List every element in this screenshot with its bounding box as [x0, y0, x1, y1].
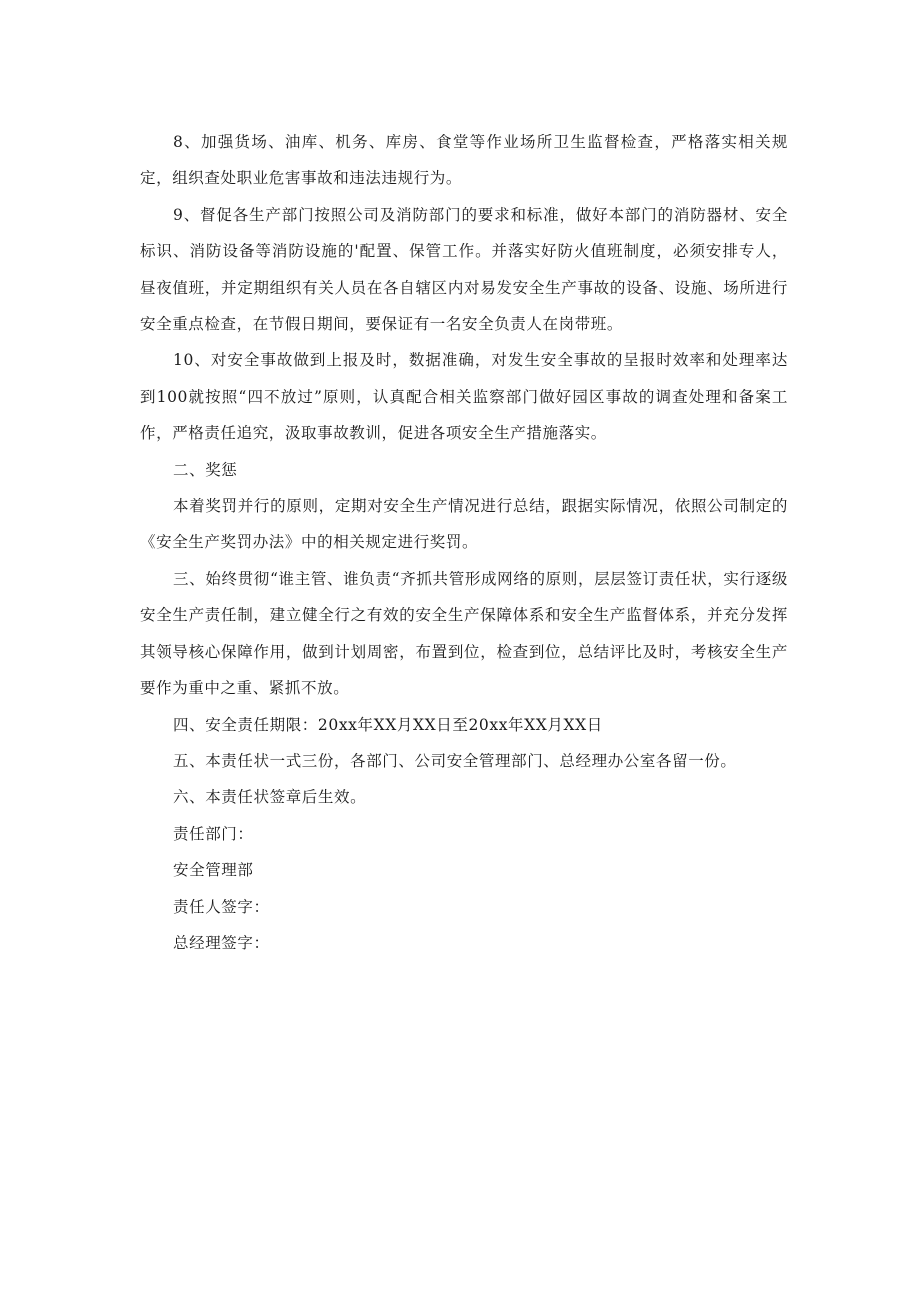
effective-clause: 六、本责任状签章后生效。: [173, 788, 367, 807]
section-3-paragraph: 三、始终贯彻“谁主管、谁负责“齐抓共管形成网络的原则，层层签订责任状，实行逐级安全生产责任制，建立健全行之有效的安全生产保障体系和安全生产监督体系，并充分发挥其领导核心保障作用，做到计划周密，布置到位，检查到位，总结评比及时，考核安全生产要作为重中之重、紧抓不放。: [140, 569, 788, 698]
rewards-paragraph: 本着奖罚并行的原则，定期对安全生产情况进行总结，跟据实际情况，依照公司制定的《安全生产奖罚办法》中的相关规定进行奖罚。: [140, 497, 788, 552]
safety-management-department: 安全管理部: [173, 861, 254, 880]
responsible-person-signature: 责任人签字：: [173, 897, 270, 916]
clause-10: 10、对安全事故做到上报及时，数据准确，对发生安全事故的呈报时效率和处理率达到100就按照“四不放过”原则，认真配合相关监察部门做好园区事故的调查处理和备案工作，严格责任追究，汲取事故教训，促进各项安全生产措施落实。: [140, 351, 788, 443]
clause-9: 9、督促各生产部门按照公司及消防部门的要求和标准，做好本部门的消防器材、安全标识、消防设备等消防设施的'配置、保管工作。并落实好防火值班制度，必须安排专人，昼夜值班，并定期组织有关人员在各自辖区内对易发安全生产事故的设备、设施、场所进行安全重点检查，在节假日期间，要保证有一名安全负责人在岗带班。: [140, 205, 788, 334]
copies-clause: 五、本责任状一式三份，各部门、公司安全管理部门、总经理办公室各留一份。: [173, 751, 737, 770]
clause-8: 8、加强货场、油库、机务、库房、食堂等作业场所卫生监督检查，严格落实相关规定，组织查处职业危害事故和违法违规行为。: [140, 133, 788, 188]
responsible-department-label: 责任部门：: [173, 824, 254, 843]
responsibility-period: 四、安全责任期限：20xx年XX月XX日至20xx年XX月XX日: [173, 715, 603, 734]
general-manager-signature: 总经理签字：: [173, 933, 270, 952]
document-body: [140, 124, 788, 961]
section-heading-rewards: 二、奖惩: [173, 460, 238, 479]
